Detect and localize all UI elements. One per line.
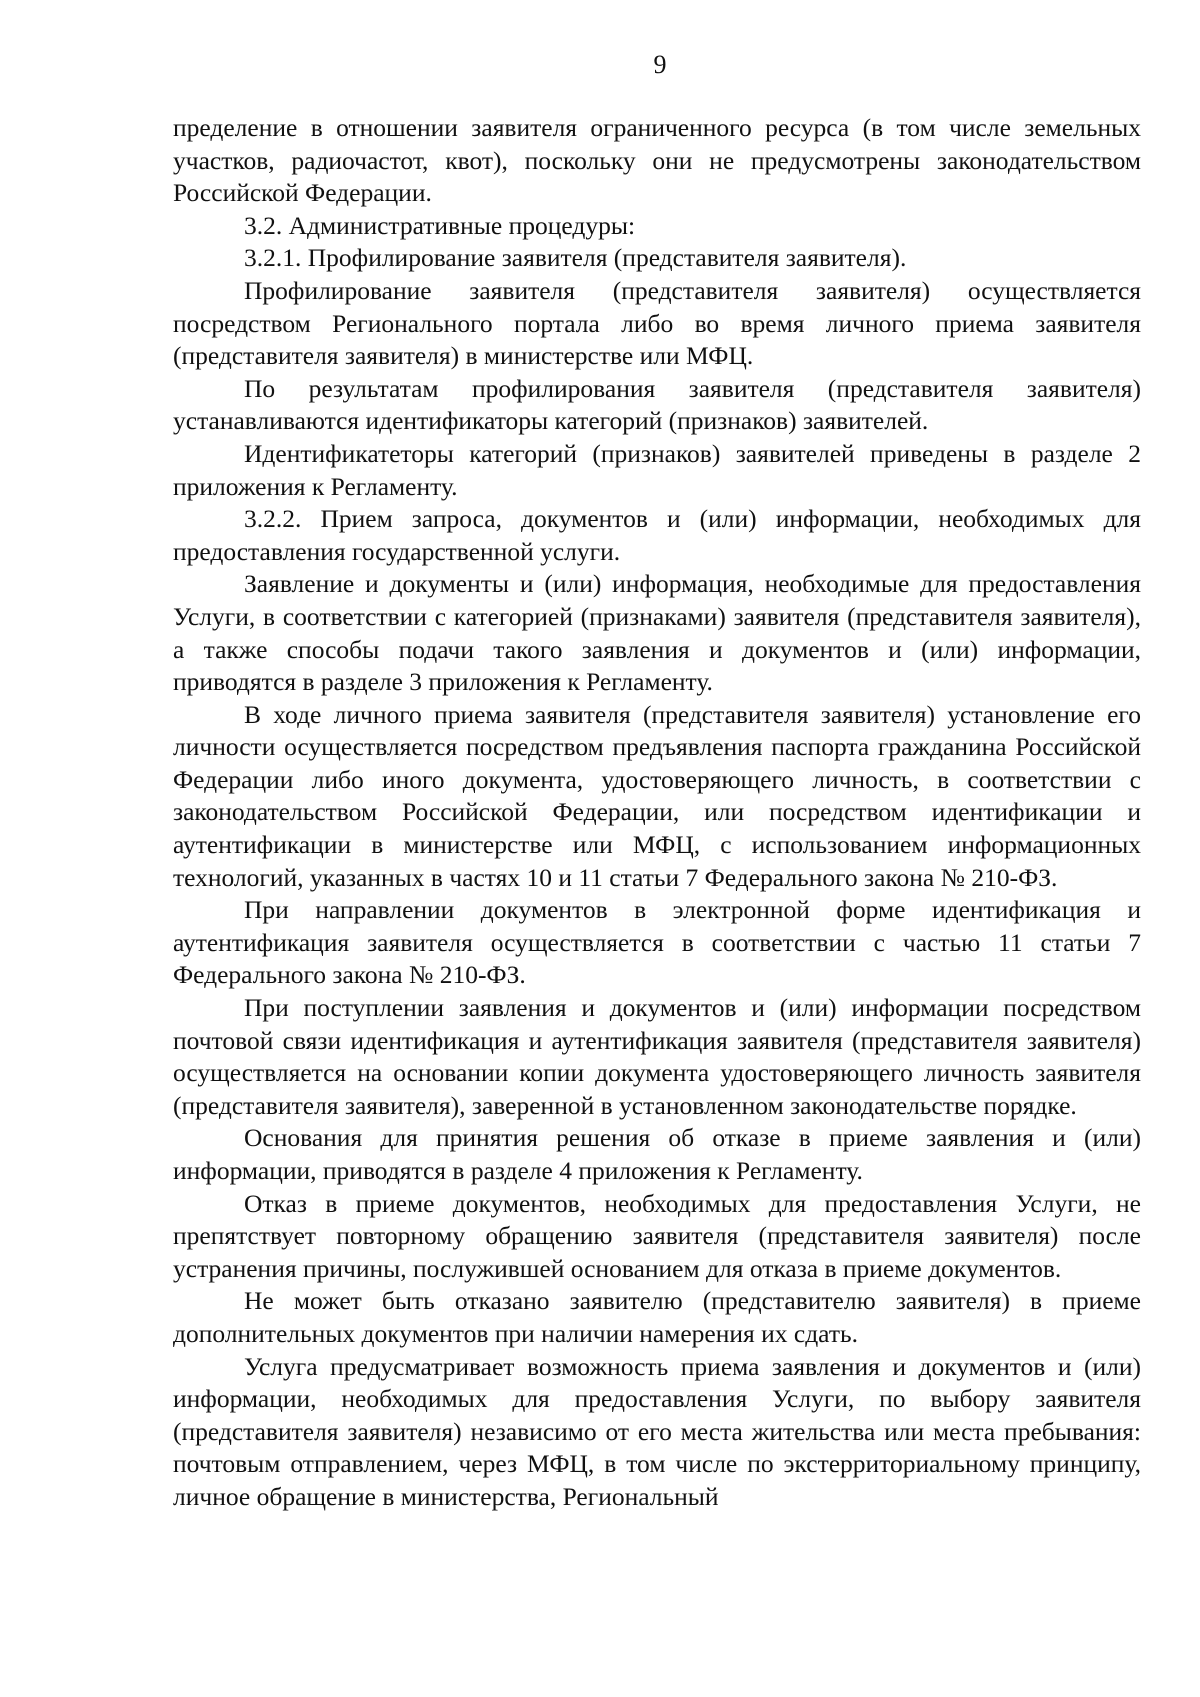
document-body (173, 112, 1141, 1514)
paragraph-refusal-grounds: Основания для принятия решения об отказе в приеме заявления и (или) информации, приводятся в разделе 4 приложения к Регламенту. (173, 1123, 1141, 1185)
paragraph-electronic-form: При направлении документов в электронной форме идентификация и аутентификация заявителя осуществляется в соответствии с частью 11 статьи 7 Федерального закона № 210-ФЗ. (173, 895, 1141, 990)
paragraph-profiling-results: По результатам профилирования заявителя (представителя заявителя) устанавливаются идентификаторы категорий (признаков) заявителей. (173, 373, 1141, 436)
paragraph-continuation: пределение в отношении заявителя ограниченного ресурса (в том числе земельных участков, радиочастот, квот), поскольку они не предусмотрены законодательством Российской Федерации. (173, 113, 1141, 208)
paragraph-postal: При поступлении заявления и документов и (или) информации посредством почтовой связи идентификация и аутентификация заявителя (представителя заявителя) осуществляется на основании копии документа удостоверяющего личность заявителя (представителя заявителя), заверенной в установленном законодательстве порядке. (173, 993, 1141, 1120)
paragraph-additional-documents: Не может быть отказано заявителю (представителю заявителя) в приеме дополнительных документов при наличии намерения их сдать. (173, 1286, 1141, 1348)
paragraph-submission-options: Услуга предусматривает возможность приема заявления и документов и (или) информации, необходимых для предоставления Услуги, по выбору заявителя (представителя заявителя) независимо от его места жительства или места пребывания: почтовым отправлением, через МФЦ, в том числе по экстерриториальному принципу, личное обращение в министерства, Региональный (173, 1351, 1141, 1511)
page-number: 9 (653, 50, 667, 79)
paragraph-section-3-2-1: 3.2.1. Профилирование заявителя (представителя заявителя). (244, 243, 907, 273)
paragraph-refusal-no-obstacle: Отказ в приеме документов, необходимых для предоставления Услуги, не препятствует повторному обращению заявителя (представителя заявителя) после устранения причины, послужившей основанием для отказа в приеме документов. (173, 1188, 1141, 1283)
paragraph-section-3-2: 3.2. Административные процедуры: (244, 210, 636, 240)
paragraph-personal-reception: В ходе личного приема заявителя (представителя заявителя) установление его личности осуществляется посредством предъявления паспорта гражданина Российской Федерации либо иного документа, удостоверяющего личность, в соответствии с законодательством Российской Федерации, или посредством идентификации и аутентификации в министерстве или МФЦ, с использованием информационных технологий, указанных в частях 10 и 11 статьи 7 Федерального закона № 210-ФЗ. (173, 699, 1141, 892)
paragraph-identifiers: Идентификатеторы категорий (признаков) заявителей приведены в разделе 2 приложения к Регламенту. (173, 438, 1141, 501)
paragraph-documents: Заявление и документы и (или) информация, необходимые для предоставления Услуги, в соответствии с категорией (признаками) заявителя (представителя заявителя), а также способы подачи такого заявления и документов и (или) информации, приводятся в разделе 3 приложения к Регламенту. (173, 569, 1141, 697)
paragraph-profiling: Профилирование заявителя (представителя заявителя) осуществляется посредством Регионального портала либо во время личного приема заявителя (представителя заявителя) в министерстве или МФЦ. (173, 275, 1141, 371)
paragraph-section-3-2-2: 3.2.2. Прием запроса, документов и (или) информации, необходимых для предоставления государственной услуги. (173, 504, 1141, 566)
